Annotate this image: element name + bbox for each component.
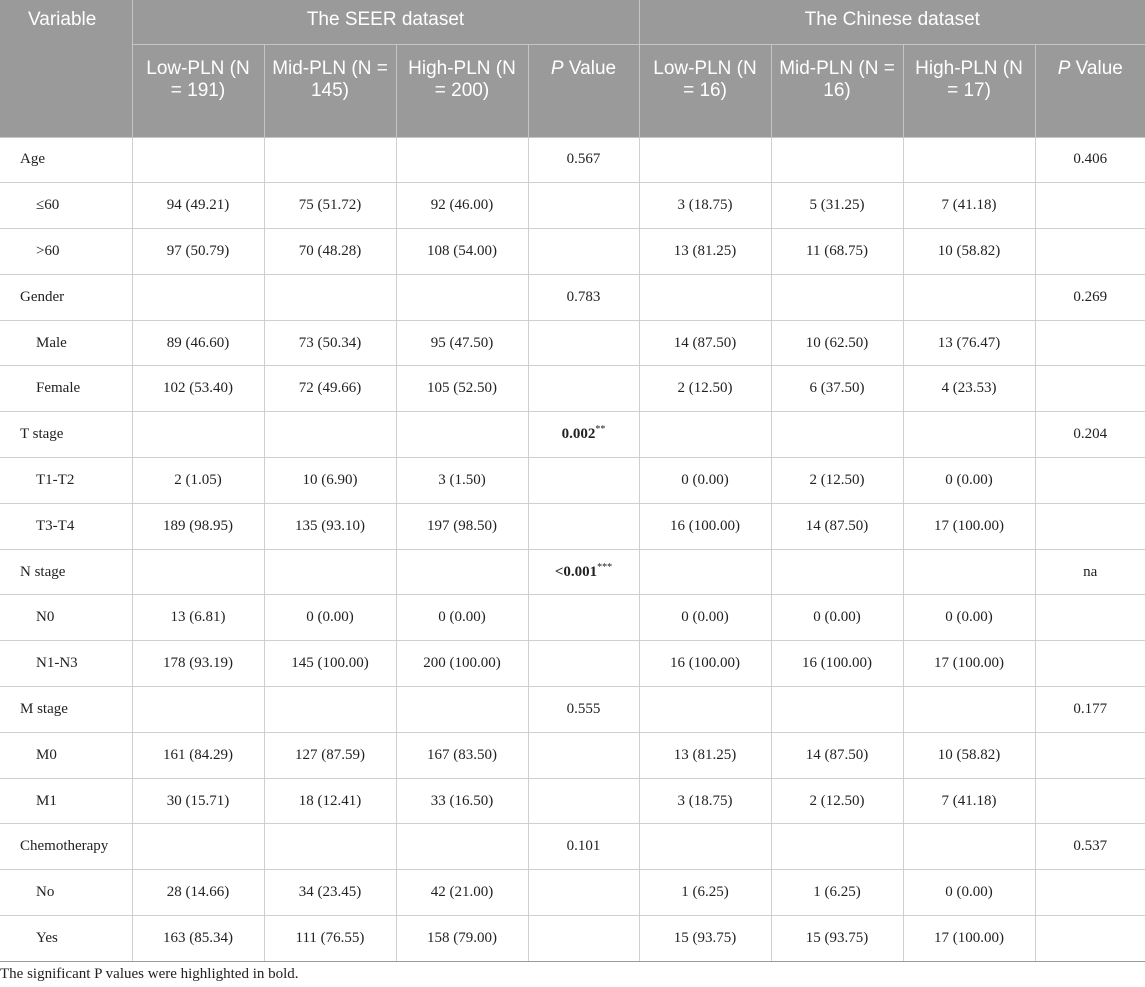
- seer-cell: 72 (49.66): [264, 366, 396, 412]
- seer-pvalue-cell: 0.567: [528, 137, 639, 183]
- chinese-cell: 13 (81.25): [639, 229, 771, 275]
- seer-cell: 89 (46.60): [132, 320, 264, 366]
- header-chinese-pvalue: P Value: [1035, 44, 1145, 137]
- header-row-columns: [0, 44, 1145, 137]
- chinese-pvalue-cell: 0.204: [1035, 412, 1145, 458]
- table-row: [0, 366, 1145, 412]
- seer-cell: 111 (76.55): [264, 916, 396, 962]
- chinese-pvalue-cell: [1035, 229, 1145, 275]
- chinese-pvalue-cell: [1035, 870, 1145, 916]
- chinese-cell: 3 (18.75): [639, 778, 771, 824]
- seer-cell: 105 (52.50): [396, 366, 528, 412]
- seer-cell: 18 (12.41): [264, 778, 396, 824]
- row-label: M stage: [0, 687, 132, 733]
- chinese-cell: [903, 687, 1035, 733]
- chinese-pvalue-cell: [1035, 458, 1145, 504]
- chinese-cell: 16 (100.00): [771, 641, 903, 687]
- chinese-cell: [639, 137, 771, 183]
- header-chinese-high: High-PLN (N = 17): [903, 44, 1035, 137]
- chinese-cell: [903, 824, 1035, 870]
- chinese-cell: [639, 412, 771, 458]
- chinese-cell: [639, 549, 771, 595]
- seer-pvalue-cell: [528, 503, 639, 549]
- seer-pvalue-cell: 0.783: [528, 274, 639, 320]
- chinese-cell: [771, 412, 903, 458]
- seer-cell: 10 (6.90): [264, 458, 396, 504]
- seer-cell: 70 (48.28): [264, 229, 396, 275]
- seer-cell: 163 (85.34): [132, 916, 264, 962]
- chinese-cell: 0 (0.00): [639, 595, 771, 641]
- header-group-chinese: The Chinese dataset: [639, 0, 1145, 44]
- chinese-pvalue-cell: 0.406: [1035, 137, 1145, 183]
- chinese-cell: [771, 824, 903, 870]
- header-chinese-low: Low-PLN (N = 16): [639, 44, 771, 137]
- seer-pvalue-cell: 0.555: [528, 687, 639, 733]
- chinese-cell: 5 (31.25): [771, 183, 903, 229]
- chinese-cell: [771, 549, 903, 595]
- seer-cell: [132, 549, 264, 595]
- seer-cell: [264, 274, 396, 320]
- chinese-cell: 2 (12.50): [639, 366, 771, 412]
- seer-cell: 2 (1.05): [132, 458, 264, 504]
- chinese-cell: [903, 412, 1035, 458]
- chinese-cell: 6 (37.50): [771, 366, 903, 412]
- seer-pvalue-cell: 0.101: [528, 824, 639, 870]
- chinese-cell: 15 (93.75): [639, 916, 771, 962]
- seer-cell: 13 (6.81): [132, 595, 264, 641]
- seer-cell: 178 (93.19): [132, 641, 264, 687]
- seer-cell: 167 (83.50): [396, 732, 528, 778]
- chinese-pvalue-cell: [1035, 503, 1145, 549]
- seer-cell: 108 (54.00): [396, 229, 528, 275]
- chinese-cell: 17 (100.00): [903, 503, 1035, 549]
- seer-cell: [264, 549, 396, 595]
- chinese-cell: 15 (93.75): [771, 916, 903, 962]
- chinese-cell: 14 (87.50): [639, 320, 771, 366]
- chinese-cell: 2 (12.50): [771, 458, 903, 504]
- header-seer-mid: Mid-PLN (N = 145): [264, 44, 396, 137]
- chinese-cell: [639, 687, 771, 733]
- chinese-cell: [771, 137, 903, 183]
- chinese-cell: 14 (87.50): [771, 503, 903, 549]
- row-label: N1-N3: [0, 641, 132, 687]
- seer-cell: 28 (14.66): [132, 870, 264, 916]
- seer-cell: 92 (46.00): [396, 183, 528, 229]
- table-body: [0, 137, 1145, 961]
- chinese-pvalue-cell: [1035, 595, 1145, 641]
- chinese-cell: [771, 274, 903, 320]
- chinese-cell: 0 (0.00): [639, 458, 771, 504]
- seer-cell: [396, 274, 528, 320]
- seer-cell: [396, 137, 528, 183]
- seer-pvalue-cell: [528, 732, 639, 778]
- seer-pvalue-cell: [528, 458, 639, 504]
- chinese-cell: [639, 824, 771, 870]
- chinese-cell: 3 (18.75): [639, 183, 771, 229]
- chinese-cell: 17 (100.00): [903, 641, 1035, 687]
- seer-cell: [132, 137, 264, 183]
- seer-cell: [396, 824, 528, 870]
- seer-pvalue-cell: [528, 870, 639, 916]
- seer-cell: 197 (98.50): [396, 503, 528, 549]
- chinese-cell: 10 (58.82): [903, 732, 1035, 778]
- seer-pvalue-cell: [528, 366, 639, 412]
- seer-pvalue-cell: [528, 916, 639, 962]
- row-label: ≤60: [0, 183, 132, 229]
- seer-pvalue-cell: [528, 229, 639, 275]
- seer-cell: [264, 687, 396, 733]
- chinese-pvalue-cell: 0.269: [1035, 274, 1145, 320]
- seer-cell: 135 (93.10): [264, 503, 396, 549]
- header-row-groups: [0, 0, 1145, 44]
- header-seer-pvalue: P Value: [528, 44, 639, 137]
- row-label: N0: [0, 595, 132, 641]
- chinese-cell: 1 (6.25): [639, 870, 771, 916]
- table-row: [0, 549, 1145, 595]
- chinese-cell: 7 (41.18): [903, 778, 1035, 824]
- chinese-pvalue-cell: 0.537: [1035, 824, 1145, 870]
- chinese-cell: 11 (68.75): [771, 229, 903, 275]
- seer-cell: 97 (50.79): [132, 229, 264, 275]
- chinese-cell: 0 (0.00): [903, 870, 1035, 916]
- row-label: Chemotherapy: [0, 824, 132, 870]
- seer-pvalue-cell: [528, 641, 639, 687]
- table-header: [0, 0, 1145, 137]
- row-label: No: [0, 870, 132, 916]
- chinese-pvalue-cell: [1035, 183, 1145, 229]
- chinese-pvalue-cell: [1035, 320, 1145, 366]
- row-label: Female: [0, 366, 132, 412]
- row-label: N stage: [0, 549, 132, 595]
- chinese-cell: 2 (12.50): [771, 778, 903, 824]
- chinese-cell: 7 (41.18): [903, 183, 1035, 229]
- table-row: [0, 778, 1145, 824]
- seer-cell: [396, 549, 528, 595]
- seer-cell: [132, 412, 264, 458]
- chinese-pvalue-cell: 0.177: [1035, 687, 1145, 733]
- seer-cell: [132, 824, 264, 870]
- seer-cell: 0 (0.00): [396, 595, 528, 641]
- table-row: [0, 412, 1145, 458]
- seer-cell: 145 (100.00): [264, 641, 396, 687]
- seer-cell: 75 (51.72): [264, 183, 396, 229]
- row-label: Gender: [0, 274, 132, 320]
- seer-pvalue-cell: [528, 183, 639, 229]
- table-row: [0, 274, 1145, 320]
- table-row: [0, 458, 1145, 504]
- chinese-cell: 14 (87.50): [771, 732, 903, 778]
- seer-cell: 200 (100.00): [396, 641, 528, 687]
- header-variable: Variable: [0, 0, 132, 137]
- seer-cell: [396, 412, 528, 458]
- chinese-cell: [639, 274, 771, 320]
- seer-pvalue-cell: [528, 595, 639, 641]
- seer-cell: [264, 137, 396, 183]
- seer-cell: 94 (49.21): [132, 183, 264, 229]
- seer-cell: 34 (23.45): [264, 870, 396, 916]
- seer-cell: 30 (15.71): [132, 778, 264, 824]
- row-label: Yes: [0, 916, 132, 962]
- row-label: T1-T2: [0, 458, 132, 504]
- table-row: [0, 229, 1145, 275]
- chinese-cell: [903, 137, 1035, 183]
- seer-cell: 3 (1.50): [396, 458, 528, 504]
- seer-cell: [132, 274, 264, 320]
- row-label: M0: [0, 732, 132, 778]
- chinese-cell: 1 (6.25): [771, 870, 903, 916]
- seer-cell: [132, 687, 264, 733]
- chinese-cell: [903, 549, 1035, 595]
- row-label: Age: [0, 137, 132, 183]
- table-row: [0, 320, 1145, 366]
- table-row: [0, 732, 1145, 778]
- chinese-cell: 13 (76.47): [903, 320, 1035, 366]
- seer-cell: 0 (0.00): [264, 595, 396, 641]
- table-row: [0, 595, 1145, 641]
- seer-cell: 95 (47.50): [396, 320, 528, 366]
- seer-pvalue-cell: [528, 320, 639, 366]
- chinese-cell: 0 (0.00): [903, 595, 1035, 641]
- chinese-cell: [903, 274, 1035, 320]
- row-label: T3-T4: [0, 503, 132, 549]
- seer-cell: 73 (50.34): [264, 320, 396, 366]
- row-label: T stage: [0, 412, 132, 458]
- header-group-seer: The SEER dataset: [132, 0, 639, 44]
- header-chinese-mid: Mid-PLN (N = 16): [771, 44, 903, 137]
- seer-pvalue-cell: [528, 778, 639, 824]
- chinese-cell: 16 (100.00): [639, 641, 771, 687]
- chinese-pvalue-cell: [1035, 641, 1145, 687]
- table-row: [0, 183, 1145, 229]
- chinese-cell: 13 (81.25): [639, 732, 771, 778]
- table-row: [0, 687, 1145, 733]
- seer-cell: 33 (16.50): [396, 778, 528, 824]
- table-row: [0, 916, 1145, 962]
- chinese-cell: [771, 687, 903, 733]
- row-label: M1: [0, 778, 132, 824]
- chinese-cell: 0 (0.00): [903, 458, 1035, 504]
- chinese-cell: 10 (62.50): [771, 320, 903, 366]
- seer-cell: 127 (87.59): [264, 732, 396, 778]
- seer-cell: 158 (79.00): [396, 916, 528, 962]
- chinese-pvalue-cell: [1035, 366, 1145, 412]
- chinese-cell: 10 (58.82): [903, 229, 1035, 275]
- chinese-cell: 16 (100.00): [639, 503, 771, 549]
- seer-cell: 42 (21.00): [396, 870, 528, 916]
- seer-pvalue-cell: 0.002**: [528, 412, 639, 458]
- table-row: [0, 641, 1145, 687]
- chinese-pvalue-cell: [1035, 778, 1145, 824]
- chinese-pvalue-cell: [1035, 732, 1145, 778]
- seer-cell: 189 (98.95): [132, 503, 264, 549]
- seer-cell: [264, 412, 396, 458]
- table-row: [0, 824, 1145, 870]
- chinese-cell: 17 (100.00): [903, 916, 1035, 962]
- table-row: [0, 870, 1145, 916]
- header-seer-low: Low-PLN (N = 191): [132, 44, 264, 137]
- seer-cell: [396, 687, 528, 733]
- chinese-pvalue-cell: na: [1035, 549, 1145, 595]
- header-seer-high: High-PLN (N = 200): [396, 44, 528, 137]
- seer-pvalue-cell: <0.001***: [528, 549, 639, 595]
- seer-cell: 102 (53.40): [132, 366, 264, 412]
- chinese-cell: 0 (0.00): [771, 595, 903, 641]
- footnote: The significant P values were highlighted in bold.: [0, 966, 299, 982]
- table-row: [0, 503, 1145, 549]
- row-label: Male: [0, 320, 132, 366]
- row-label: >60: [0, 229, 132, 275]
- seer-cell: 161 (84.29): [132, 732, 264, 778]
- seer-cell: [264, 824, 396, 870]
- table-row: [0, 137, 1145, 183]
- chinese-cell: 4 (23.53): [903, 366, 1035, 412]
- chinese-pvalue-cell: [1035, 916, 1145, 962]
